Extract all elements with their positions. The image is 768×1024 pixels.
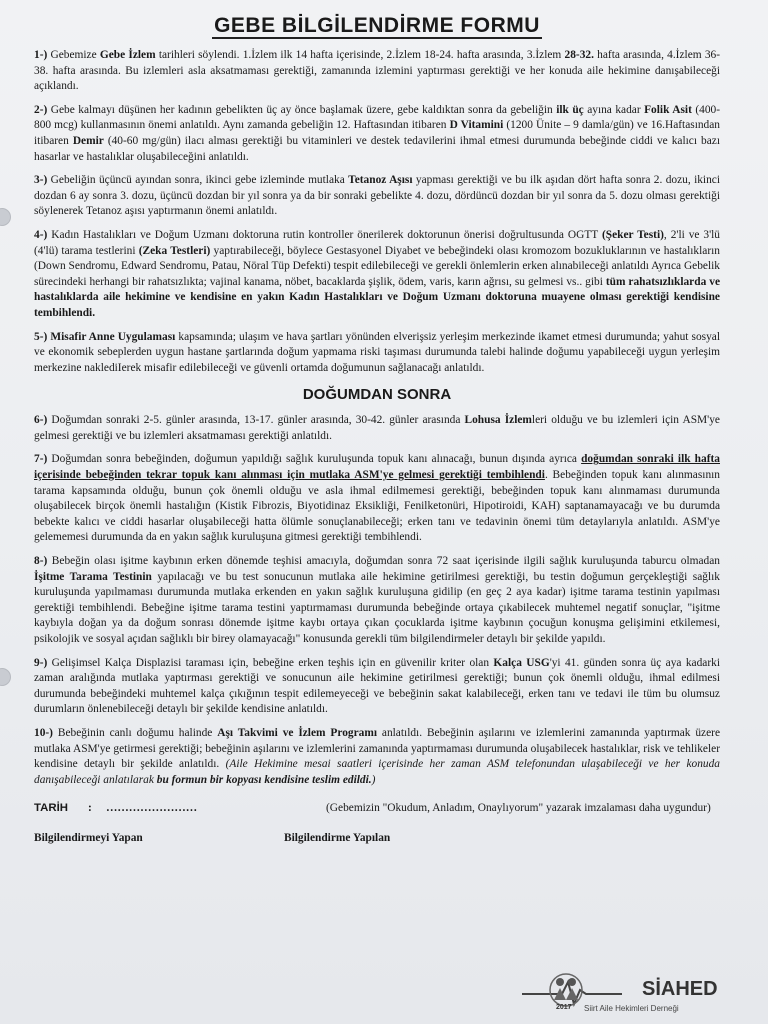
item-10: 10-) Bebeğinin canlı doğumu halinde Aşı Takvimi ve İzlem Programı anlatıldı. Bebeğinin aşılarını ve izlemlerini zamanında yaptırmak üzere mutlaka ASM'ye getirmesi gerektiği; bebeğinin aşılarını ve izlemlerini zamanında yaptırmaması durumunda oluşabilecek hastalıklar, risk ve tehlikeler kendisine detaylı bir şekilde anlatıldı. (Aile Hekimine mesai saatleri içerisinde her zaman ASM telefonundan ulaşabileceği ve her konuda danışabileceği anlatılarak bu formun bir kopyası kendisine teslim edildi.) — [34, 726, 721, 786]
informer-signature-label: Bilgilendirmeyi Yapan — [34, 832, 143, 845]
section-title-after-birth: DOĞUMDAN SONRA — [302, 386, 452, 404]
item-8: 8-) Bebeğin olası işitme kaybının erken dönemde teşhisi amacıyla, doğumdan sonra 72 saat içerisinde ilgili sağlık kuruluşunda taburcu olmadan İşitme Tarama Testinin yapılacağı ve bu test sonucunun mutlaka aile hekimine getirilmesi gerektiği, bu testin doğumun gerçekleştiği sağlık kuruluşunda yapılmaması durumunda mutlaka erkenden en yakın sağlık kuruluşuna gidilip (en geç 2 aya kadar) işitme tarama testinin yapılması gerektiği tembihlendi. Bebeğine işitme tarama testini yaptırmaması durumunda bebeğinde ortaya çıkabilecek muhtemel negatif sonuçlar, "işitme kaybıyla doğan ya da doğum sonrası dönemde işitme kaybı ortaya çıkan çocuklarda işitme kaybının çocuğun konuşma gelişimini etkilemesi, psikolojik ve sosyal açıdan sağlıklı bir birey olamayacağı" konusunda gerekli tüm bilgilendirmeler detaylı bir şekilde yapıldı. — [34, 555, 720, 645]
date-colon: : — [88, 802, 92, 815]
siahed-logo — [522, 960, 722, 1020]
item-9: 9-) Gelişimsel Kalça Displazisi taraması için, bebeğine erken teşhis için en güvenilir kriter olan Kalça USG'yi 41. günden sonra üç aya kadarki zaman aralığında mutlaka yaptırması gerektiği ve sonucunun aile hekimine getirilmesi gerektiği; bunun çok önemli olduğu, ihmal edilmesi durumunda bebeğindeki muhtemel kalça çıkığının tespit edilemeyeceği ve bebeğinin sakat kalabileceği, erken tanı ve tedavi ile tüm bu olumsuz durumların önlenebileceği detaylı bir şekilde kendisine anlatıldı. — [34, 656, 720, 716]
logo-name: SİAHED — [642, 978, 718, 1000]
item-4: 4-) Kadın Hastalıkları ve Doğum Uzmanı doktoruna rutin kontroller önerilerek doktorunun önerisi doğrultusunda OGTT (Şeker Testi), 2'li ve 3'lü (4'lü) tarama testlerini (Zeka Testleri) yaptırabileceği, böylece Gestasyonel Diyabet ve bebeğindeki olası kromozom bozukluklarının ve hastalıkların (Down Sendromu, Edward Sendromu, Patau, Nöral Tüp Defekti) tespit edilebileceği ve gerekli önlemlerin erken alınabileceği anlatıldı Ayrıca Gebelik sürecindeki herhangi bir rahatsızlıkta; vajinal kanama, nöbet, bacaklarda şişlik, ödem, varis, karın ağrısı, su gelmesi vs.. gibi tüm rahatsızlıklarda ve hastalıklarda aile hekimine ve kendisine en yakın Kadın Hastalıkları ve Doğum Uzmanı doktoruna muayene olması gerektiği kendisine tembihlendi. — [34, 228, 721, 319]
signature-row — [34, 832, 720, 844]
item-1: 1-) Gebemize Gebe İzlem tarihleri söylendi. 1.İzlem ilk 14 hafta içerisinde, 2.İzlem 18-24. hafta arasında, 3.İzlem 28-32. hafta arasında, 4.İzlem 36-38. hafta arasında. Bu izlemleri asla aksatmaması gerektiği, zamanında izlemini yaptırması gerektiği ve her konuda aile hekimine danışabileceği açıklandı. — [34, 49, 720, 93]
logo-year: 2017 — [556, 1004, 572, 1011]
item-3: 3-) Gebeliğin üçüncü ayından sonra, ikinci gebe izleminde mutlaka Tetanoz Aşısı yapması gerektiği ve bu ilk aşıdan dört hafta sonra 2. dozu, ikinci dozdan 6 ay sonra 3. dozu, üçüncü dozdan bir yıl sonra ya da bir sonraki gebelikte 4. dozu, dördüncü dozdan bir yıl sonra da 5. dozu olması gerektiği söylenerek Tetanoz aşısı yaptırmanın önemi anlatıldı. — [34, 174, 721, 218]
punch-hole — [0, 668, 11, 686]
item-7: 7-) Doğumdan sonra bebeğinden, doğumun yapıldığı sağlık kuruluşunda topuk kanı alınacağı, bunun dışında ayrıca doğumdan sonraki ilk hafta içerisinde bebeğinden tekrar topuk kanı alınması için mutlaka ASM'ye gelmesi gerektiği tembihlendi. Bebeğinden topuk kanı alınmasının tarama kapsamında olduğu, bunun çok önemli olduğu ve asla ihmal edilmemesi gerektiği, bebeğinden topuk kanı alınmaması durumunda oluşabilecek birçok önemli hastalığın (Kistik Fibrozis, Biyotidinaz Eksikliği, Fenilketonüri, Hipotiroidi, KAH) saptanamayacağı ve bu durumda bebekte kalıcı ve ciddi hasarlar oluşabileceği hatta ölümle sonuçlanabileceği; erken tanı ve tedavinin önemi tüm detaylarıyla anlatıldı. ASM'ye gelememesi durumunda da en yakın sağlık kuruluşuna gitmesi gerektiği tembihlendi. — [34, 453, 721, 544]
date-field[interactable]: …………………… — [106, 802, 198, 815]
date-row — [34, 802, 720, 814]
punch-hole — [0, 208, 11, 226]
item-6: 6-) Doğumdan sonraki 2-5. günler arasında, 13-17. günler arasında, 30-42. günler arasında Lohusa İzlemleri olduğu ve bu izlemleri için ASM'ye gelmesi gerektiği ve bu izlemleri aksatmaması gerektiği anlatıldı. — [34, 414, 720, 442]
item-2: 2-) Gebe kalmayı düşünen her kadının gebelikten üç ay önce başlamak üzere, gebe kaldıktan sonra da gebeliğin ilk üç ayına kadar Folik Asit (400-800 mcg) kullanmasının önemi anlatıldı. Aynı zamanda gebeliğin 12. Haftasından itibaren D Vitamini (1200 Ünite – 9 damla/gün) ve 16.Haftasından itibaren Demir (40-60 mg/gün) ilacı alması gerektiği bu vitaminleri ve destek tedavilerini ihmal etmesi durumunda bebeğinde ciddi ve kalıcı bazı hasarlar ve hastalıklar oluşabileceğini anlatıldı. — [34, 103, 721, 163]
logo-subtitle: Siirt Aile Hekimleri Derneği — [584, 1004, 679, 1013]
date-label: TARİH — [34, 802, 68, 815]
signature-note: (Gebemizin "Okudum, Anladım, Onaylıyorum" yazarak imzalaması daha uygundur) — [326, 802, 711, 815]
informed-signature-label: Bilgilendirme Yapılan — [284, 832, 391, 845]
form-content — [34, 14, 720, 844]
item-5: 5-) Misafir Anne Uygulaması kapsamında; ulaşım ve hava şartları yönünden elverişsiz yerleşim merkezinde ikamet etmesi durumunda; yahut sosyal ve ekonomik sebeplerden uygun hastane şartlarında doğum yapmama riski taşıması durumunda talebi halinde doğumu yapabileceği uygun yerleşim merkezine naklediIerek misafir edilebileceği ve güvenli ortamda doğumunun sağlanacağı anlatıldı. — [34, 330, 720, 374]
form-title: GEBE BİLGİLENDİRME FORMU — [214, 14, 540, 37]
